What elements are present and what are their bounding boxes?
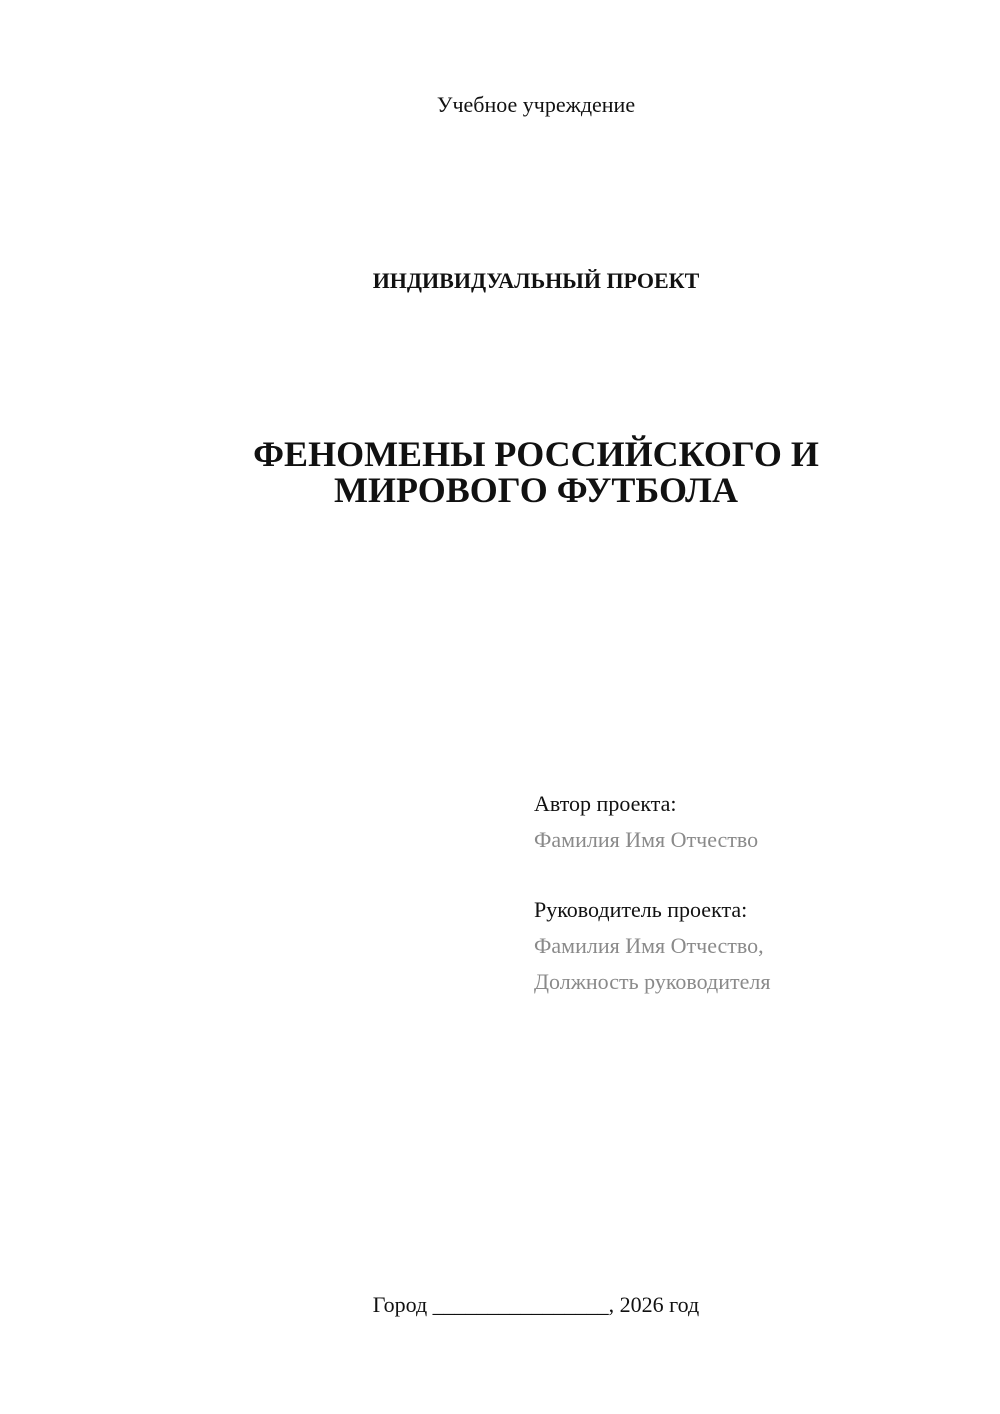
author-name: Фамилия Имя Отчество	[534, 827, 759, 852]
supervisor-label: Руководитель проекта:	[534, 897, 748, 922]
project-title	[0, 436, 1000, 508]
project-title-line-2: МИРОВОГО ФУТБОЛА	[334, 470, 738, 510]
supervisor-name: Фамилия Имя Отчество,	[534, 933, 764, 958]
author-label: Автор проекта:	[534, 791, 677, 816]
author-block	[534, 786, 954, 858]
document-type: ИНДИВИДУАЛЬНЫЙ ПРОЕКТ	[372, 268, 700, 293]
project-title-line-1: ФЕНОМЕНЫ РОССИЙСКОГО И	[253, 434, 819, 474]
supervisor-block	[534, 892, 954, 1000]
city-year-line: Город ________________, 2026 год	[372, 1292, 700, 1317]
institution-name: Учебное учреждение	[436, 92, 636, 117]
supervisor-position: Должность руководителя	[534, 969, 771, 994]
